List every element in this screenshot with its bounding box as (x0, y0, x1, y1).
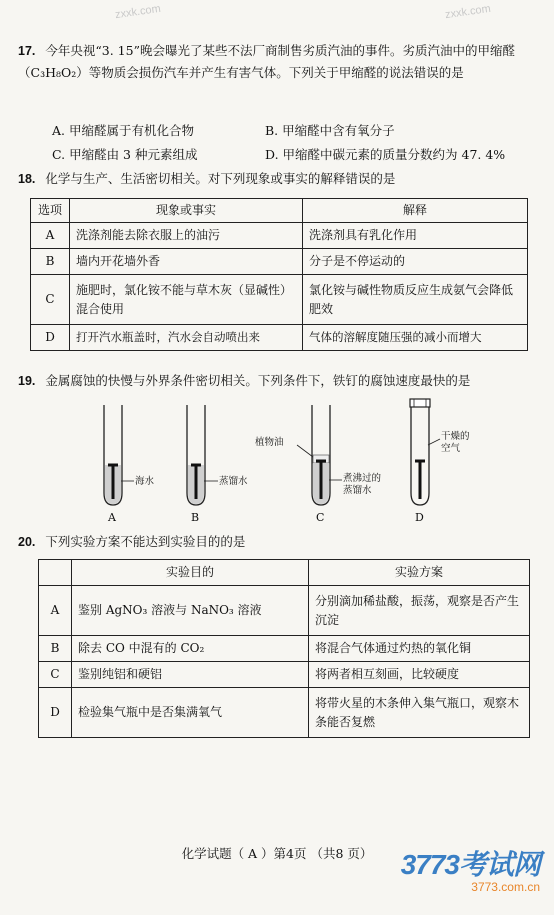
table-cell: C (39, 662, 72, 688)
table-cell: C (31, 275, 70, 325)
table-header: 解释 (303, 199, 528, 223)
table-header: 现象或事实 (70, 199, 303, 223)
option-d: D. 甲缩醛中碳元素的质量分数约为 47. 4% (265, 147, 506, 162)
caption-b: B (191, 511, 200, 524)
label-boiled-line2: 蒸馏水 (343, 485, 372, 496)
table-cell: 分子是不停运动的 (303, 249, 528, 275)
table-cell: 氯化铵与碱性物质反应生成氨气会降低肥效 (303, 275, 528, 325)
table-cell: A (31, 223, 70, 249)
question-17 (18, 40, 538, 83)
table-row (39, 636, 530, 662)
question-19 (18, 370, 538, 392)
question-20 (18, 531, 538, 553)
label-dry-line1: 干燥的 (441, 431, 470, 442)
table-row (31, 223, 528, 249)
question-18 (18, 168, 538, 190)
question-text: 化学与生产、生活密切相关。对下列现象或事实的解释错误的是 (45, 171, 396, 186)
table-cell: 分别滴加稀盐酸，振荡，观察是否产生沉淀 (309, 586, 530, 636)
label-dry-line2: 空气 (441, 443, 461, 454)
caption-d: D (415, 511, 424, 524)
table-cell: 将两者相互刻画，比较硬度 (309, 662, 530, 688)
table-header: 选项 (31, 199, 70, 223)
table-row (39, 688, 530, 738)
question-number: 17. (18, 44, 36, 58)
table-cell: 气体的溶解度随压强的减小而增大 (303, 325, 528, 351)
table-cell: 除去 CO 中混有的 CO₂ (72, 636, 309, 662)
test-tube-d (410, 399, 440, 505)
test-tube-a (104, 405, 134, 505)
table-row (31, 325, 528, 351)
table-row (31, 275, 528, 325)
test-tube-figure (0, 395, 554, 535)
table-q20 (38, 559, 530, 738)
table-cell: B (39, 636, 72, 662)
question-number: 18. (18, 172, 36, 186)
table-row (39, 586, 530, 636)
table-row (39, 662, 530, 688)
table-cell: 打开汽水瓶盖时，汽水会自动喷出来 (70, 325, 303, 351)
table-cell: D (39, 688, 72, 738)
table-header: 实验方案 (309, 560, 530, 586)
table-q18 (30, 198, 528, 351)
table-header (39, 560, 72, 586)
caption-a: A (108, 511, 116, 524)
option-c: C. 甲缩醛由 3 种元素组成 (52, 147, 198, 162)
table-cell: 洗涤剂具有乳化作用 (303, 223, 528, 249)
table-cell: B (31, 249, 70, 275)
table-cell: 鉴别纯铝和硬铝 (72, 662, 309, 688)
watermark-text: zxxk.com (444, 2, 492, 22)
table-cell: D (31, 325, 70, 351)
page-footer: 化学试题（ A ）第4页 （共8 页） (181, 846, 373, 861)
label-boiled-line1: 煮沸过的 (343, 473, 382, 484)
caption-c: C (316, 511, 325, 524)
option-a: A. 甲缩醛属于有机化合物 (52, 123, 194, 138)
question-number: 20. (18, 535, 36, 549)
logo-url-text: 3773.com.cn (471, 880, 540, 894)
table-cell: 鉴别 AgNO₃ 溶液与 NaNO₃ 溶液 (72, 586, 309, 636)
site-logo (401, 850, 540, 894)
question-text: 下列实验方案不能达到实验目的的是 (45, 534, 246, 549)
label-distilled-water: 蒸馏水 (219, 476, 248, 487)
label-seawater: 海水 (135, 476, 155, 487)
option-b: B. 甲缩醛中含有氧分子 (265, 123, 395, 138)
question-number: 19. (18, 374, 36, 388)
table-cell: 墙内开花墙外香 (70, 249, 303, 275)
table-cell: 检验集气瓶中是否集满氧气 (72, 688, 309, 738)
watermark-text: zxxk.com (114, 2, 162, 22)
question-text: 金属腐蚀的快慢与外界条件密切相关。下列条件下，铁钉的腐蚀速度最快的是 (45, 373, 471, 388)
logo-main-text: 3773考试网 (400, 849, 540, 880)
test-tube-b (187, 405, 218, 505)
table-header: 实验目的 (72, 560, 309, 586)
table-cell: A (39, 586, 72, 636)
table-cell: 将带火星的木条伸入集气瓶口，观察木条能否复燃 (309, 688, 530, 738)
table-cell: 洗涤剂能去除衣服上的油污 (70, 223, 303, 249)
table-row (31, 249, 528, 275)
question-text: 今年央视“3. 15”晚会曝光了某些不法厂商制售劣质汽油的事件。劣质汽油中的甲缩醛（C₃H₈O₂）等物质会损伤汽车并产生有害气体。下列关于甲缩醛的说法错误的是 (18, 43, 515, 80)
table-cell: 施肥时，氯化铵不能与草木灰（显碱性）混合使用 (70, 275, 303, 325)
label-vegetable-oil: 植物油 (255, 437, 284, 448)
test-tube-c (297, 405, 342, 505)
table-cell: 将混合气体通过灼热的氧化铜 (309, 636, 530, 662)
